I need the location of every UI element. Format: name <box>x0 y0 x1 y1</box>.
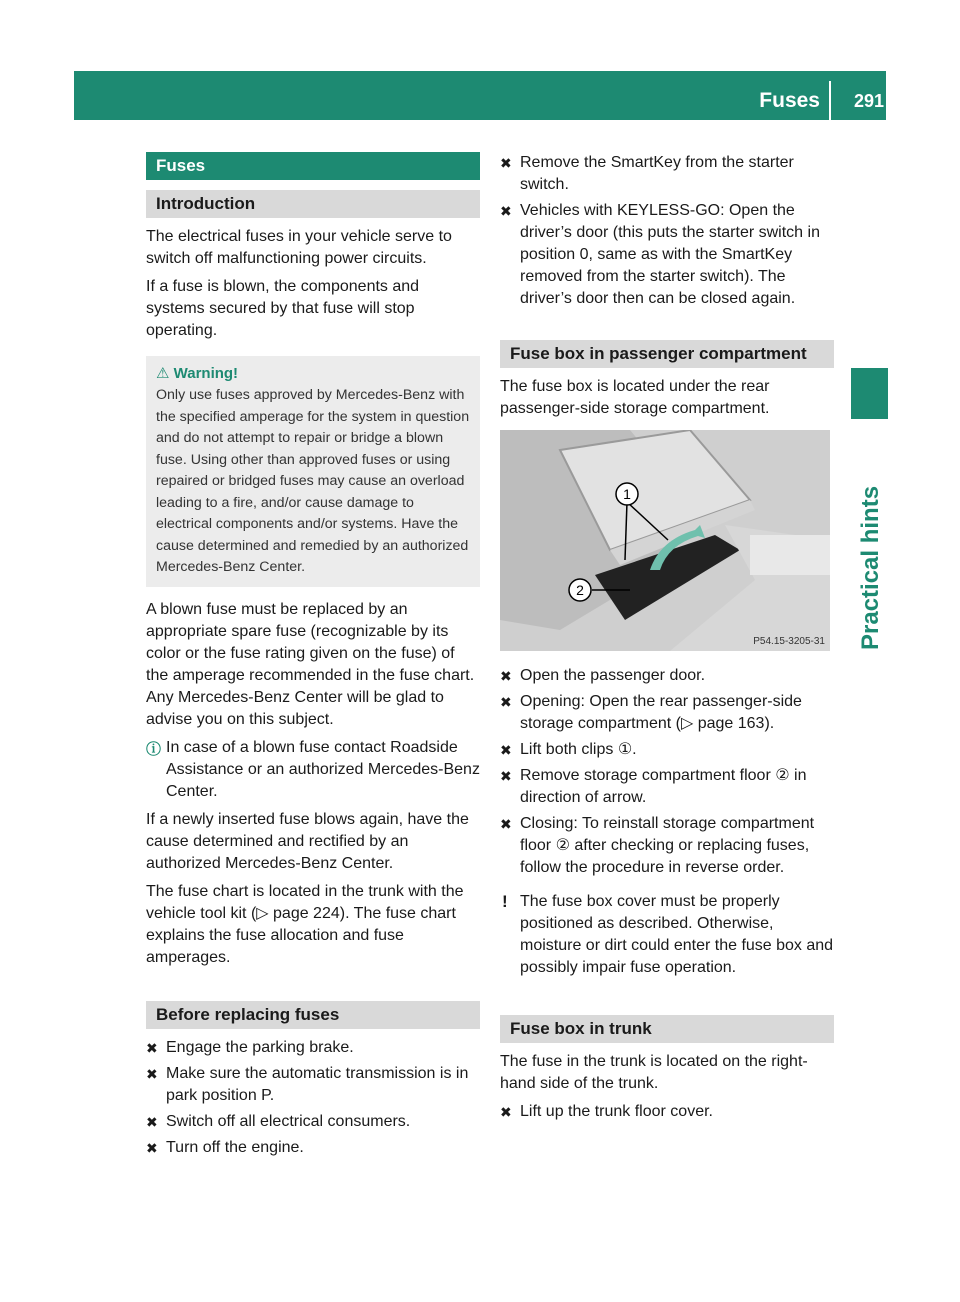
side-tab <box>851 430 888 680</box>
step-arrow-icon: ✖ <box>500 816 512 832</box>
page-number: 291 <box>853 91 884 111</box>
intro-paragraph-1: The electrical fuses in your vehicle serve to switch off malfunctioning power circuits. <box>146 228 452 267</box>
step-arrow-icon: ✖ <box>500 668 512 684</box>
step-arrow-icon: ✖ <box>146 1065 158 1082</box>
list-item: ✖ Lift up the trunk floor cover. <box>500 1101 834 1123</box>
list-item: ✖ Make sure the automatic transmission is in park position P. <box>146 1064 469 1104</box>
image-code: P54.15-3205-31 <box>753 636 825 647</box>
fuse-chart-paragraph: The fuse chart is located in the trunk with the vehicle tool kit (▷ page 224). The fuse chart explains the fuse allocation and fuse amperages. <box>146 882 464 966</box>
callout-2-label: 2 <box>576 582 584 598</box>
side-tab-label: Practical hints <box>856 485 884 650</box>
side-tab-marker <box>851 368 888 419</box>
step-arrow-icon: ✖ <box>500 203 512 219</box>
caution-note <box>500 891 834 979</box>
list-item: ✖ Lift both clips ①. <box>500 739 834 761</box>
warning-heading <box>156 364 472 382</box>
step-arrow-icon: ✖ <box>500 1104 512 1120</box>
newly-inserted-paragraph: If a newly inserted fuse blows again, have the cause determined and rectified by an authorized Mercedes-Benz Center. <box>146 810 469 872</box>
step-arrow-icon: ✖ <box>500 694 512 710</box>
passenger-intro: The fuse box is located under the rear passenger-side storage compartment. <box>500 378 770 417</box>
info-icon: ⓘ <box>146 740 162 758</box>
page-header <box>74 71 886 120</box>
section-heading-before-replacing: Before replacing fuses <box>146 1001 480 1029</box>
step-arrow-icon: ✖ <box>146 1039 158 1056</box>
list-item: ✖ Remove storage compartment floor ② in direction of arrow. <box>500 767 807 806</box>
step-arrow-icon: ✖ <box>500 768 512 784</box>
list-item: ✖ Switch off all electrical consumers. <box>146 1111 480 1133</box>
section-heading-passenger-fuse-box: Fuse box in passenger compartment <box>500 340 834 368</box>
blown-fuse-paragraph: A blown fuse must be replaced by an appropriate spare fuse (recognizable by its color or the fuse rating given on the fuse) of the amperage recommended in the fuse chart. Any Mercedes-Benz Center will be glad to advise you on this subject. <box>146 600 475 728</box>
list-item: ✖ Closing: To reinstall storage compartment floor ② after checking or replacing fuses, follow the procedure in reverse order. <box>500 815 815 876</box>
section-heading-fuses: Fuses <box>146 152 480 180</box>
list-item: ✖ Engage the parking brake. <box>146 1037 480 1059</box>
warning-triangle-icon: ⚠ <box>156 365 170 382</box>
warning-text: Only use fuses approved by Mercedes-Benz with the specified amperage for the system in question and do not attempt to repair or bridge a blown fuse. Using other than approved fuses or using repaired or bridged fuses may cause an overload leading to a fire, and/or cause damage to electrical components and/or systems. Have the cause determined and remedied by an authorized Mercedes-Benz Center. <box>156 387 470 575</box>
step-arrow-icon: ✖ <box>146 1113 158 1130</box>
section-heading-trunk-fuse-box: Fuse box in trunk <box>500 1015 834 1043</box>
left-column <box>146 152 480 1163</box>
list-item: ✖ Remove the SmartKey from the starter switch. <box>500 154 794 193</box>
warning-box <box>146 356 480 587</box>
fuse-box-photo <box>500 430 830 651</box>
section-heading-introduction: Introduction <box>146 190 480 218</box>
list-item: ✖ Turn off the engine. <box>146 1137 480 1159</box>
header-title: Fuses <box>759 89 820 112</box>
step-arrow-icon: ✖ <box>500 742 512 758</box>
list-item: ✖ Open the passenger door. <box>500 665 834 687</box>
info-note <box>146 737 480 803</box>
warning-title: Warning! <box>173 365 239 382</box>
caution-note-text: The fuse box cover must be properly positioned as described. Otherwise, moisture or dirt could enter the fuse box and possibly impair fuse operation. <box>520 893 834 976</box>
trunk-intro: The fuse in the trunk is located on the right-hand side of the trunk. <box>500 1053 808 1092</box>
step-arrow-icon: ✖ <box>146 1139 158 1156</box>
list-item: ✖ Vehicles with KEYLESS-GO: Open the driver’s door (this puts the starter switch in position 0, same as with the SmartKey removed from the starter switch). The driver’s door then can be closed again. <box>500 202 820 307</box>
intro-paragraph-2: If a fuse is blown, the components and systems secured by that fuse will stop operating. <box>146 278 420 339</box>
step-arrow-icon: ✖ <box>500 155 512 171</box>
list-item: ✖ Opening: Open the rear passenger-side storage compartment (▷ page 163). <box>500 693 802 732</box>
info-note-text: In case of a blown fuse contact Roadside Assistance or an authorized Mercedes-Benz Center. <box>166 738 480 800</box>
exclamation-icon: ! <box>502 892 508 911</box>
callout-1-label: 1 <box>623 486 631 502</box>
header-separator <box>829 81 831 120</box>
right-column <box>500 152 834 1127</box>
